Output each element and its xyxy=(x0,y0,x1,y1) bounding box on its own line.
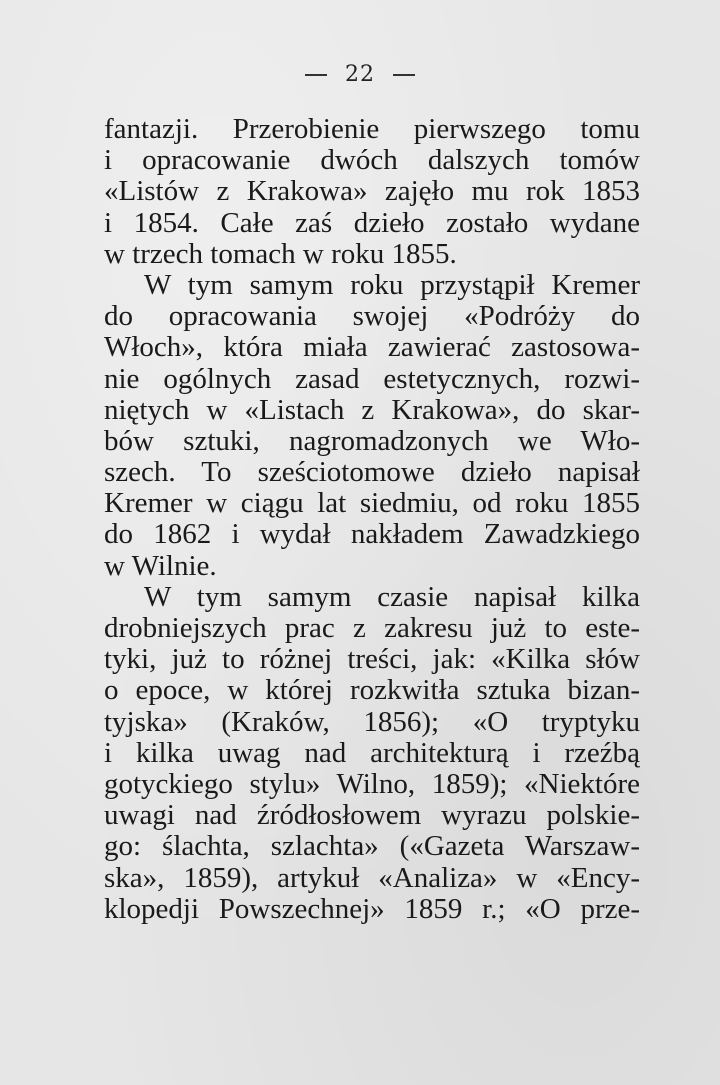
text-line: o epoce, w której rozkwitła sztuka bizan- xyxy=(104,675,640,707)
text-line: go: ślachta, szlachta» («Gazeta Warszaw- xyxy=(104,831,640,863)
text-line: «Listów z Krakowa» zajęło mu rok 1853 xyxy=(104,176,640,208)
text-line: niętych w «Listach z Krakowa», do skar- xyxy=(104,394,640,426)
text-line: Włoch», która miała zawierać zastosowa- xyxy=(104,332,640,364)
page-number: 22 xyxy=(345,62,375,87)
body-text xyxy=(104,114,640,925)
text-line: w trzech tomach w roku 1855. xyxy=(104,238,457,270)
text-line: Kremer w ciągu lat siedmiu, od roku 1855 xyxy=(104,488,640,520)
text-line: tyki, już to różnej treści, jak: «Kilka słów xyxy=(104,644,640,676)
text-line: w Wilnie. xyxy=(104,550,217,582)
text-line: i opracowanie dwóch dalszych tomów xyxy=(104,145,640,177)
text-line: ska», 1859), artykuł «Analiza» w «Ency- xyxy=(104,862,640,894)
page-header xyxy=(0,62,720,87)
text-line: nie ogólnych zasad estetycznych, rozwi- xyxy=(104,363,640,395)
text-line: fantazji. Przerobienie pierwszego tomu xyxy=(104,114,640,145)
text-line: szech. To sześciotomowe dzieło napisał xyxy=(104,457,640,489)
text-line: gotyckiego stylu» Wilno, 1859); «Niektóre xyxy=(104,768,640,800)
text-line: klopedji Powszechnej» 1859 r.; «O prze- xyxy=(104,893,640,925)
text-line: W tym samym roku przystąpił Kremer xyxy=(144,269,640,301)
text-line: W tym samym czasie napisał kilka xyxy=(144,581,640,613)
text-line: do opracowania swojej «Podróży do xyxy=(104,301,640,333)
header-dash-right xyxy=(393,74,415,76)
header-dash-left xyxy=(305,74,327,76)
text-line: drobniejszych prac z zakresu już to este- xyxy=(104,613,640,644)
text-line: bów sztuki, nagromadzonych we Wło- xyxy=(104,425,640,457)
text-line: uwagi nad źródłosłowem wyrazu polskie- xyxy=(104,800,640,832)
text-line: i kilka uwag nad architekturą i rzeźbą xyxy=(104,737,640,769)
text-line: i 1854. Całe zaś dzieło zostało wydane xyxy=(104,207,640,239)
text-line: tyjska» (Kraków, 1856); «O tryptyku xyxy=(104,706,640,738)
text-line: do 1862 i wydał nakładem Zawadzkiego xyxy=(104,519,640,551)
